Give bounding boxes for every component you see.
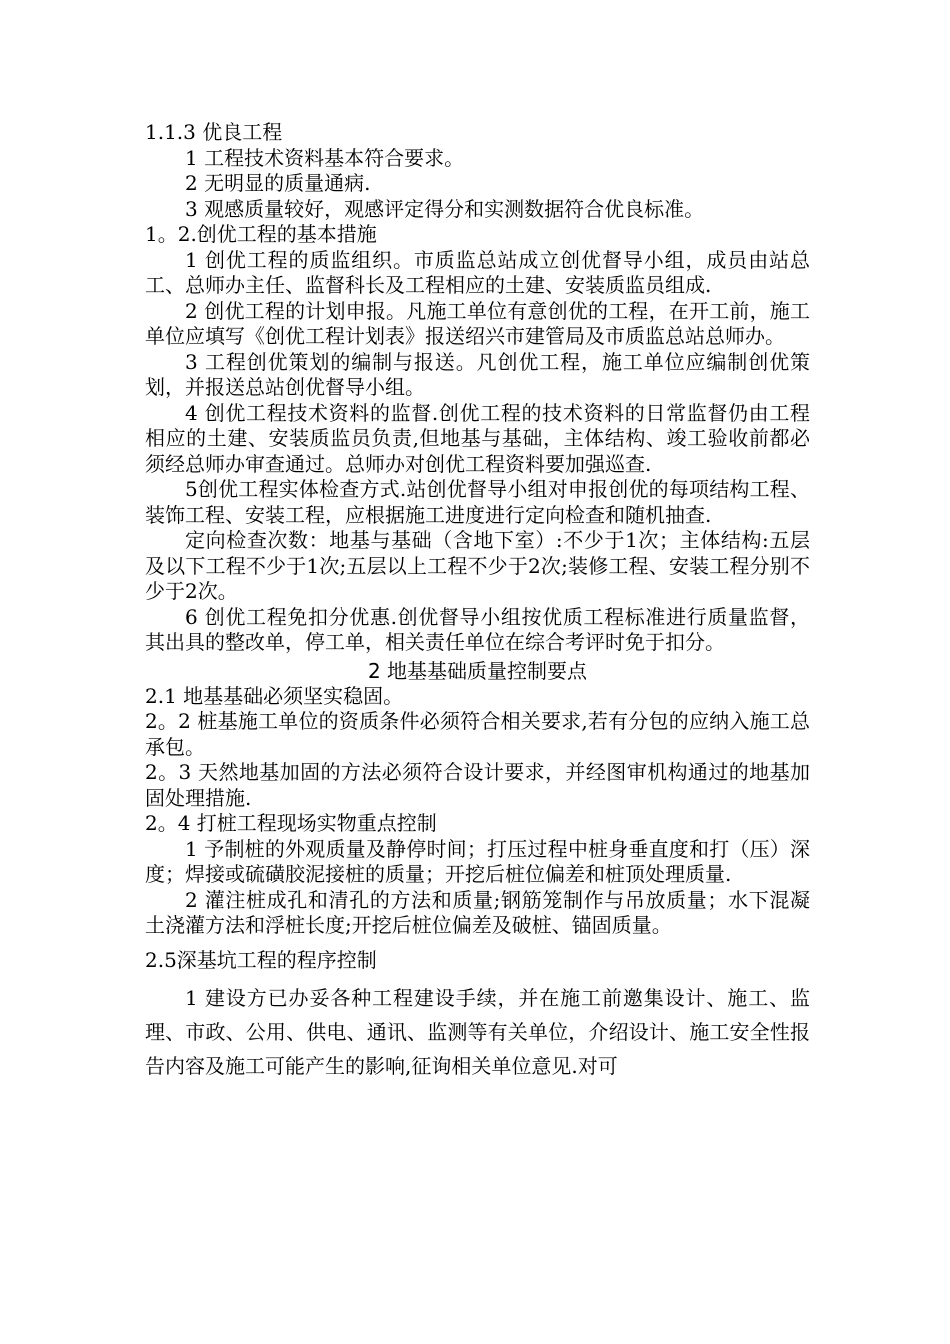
body-paragraph: 5创优工程实体检查方式.站创优督导小组对申报创优的每项结构工程、装饰工程、安装工程，应根据施工进度进行定向检查和随机抽查. bbox=[145, 477, 810, 527]
body-paragraph: 2 创优工程的计划申报。凡施工单位有意创优的工程，在开工前，施工单位应填写《创优工程计划表》报送绍兴市建管局及市质监总站总师办。 bbox=[145, 298, 810, 348]
section-heading-2-3: 2。3 天然地基加固的方法必须符合设计要求，并经图审机构通过的地基加固处理措施. bbox=[145, 760, 810, 810]
body-paragraph: 4 创优工程技术资料的监督.创优工程的技术资料的日常监督仍由工程相应的土建、安装质监员负责,但地基与基础，主体结构、竣工验收前都必须经总师办审查通过。总师办对创优工程资料要加强巡查. bbox=[145, 400, 810, 476]
document-page bbox=[145, 120, 810, 1083]
section-heading-2-1: 2.1 地基基础必须坚实稳固。 bbox=[145, 683, 404, 708]
section-heading-2-2: 2。2 桩基施工单位的资质条件必须符合相关要求,若有分包的应纳入施工总承包。 bbox=[145, 709, 810, 759]
body-paragraph: 3 工程创优策划的编制与报送。凡创优工程，施工单位应编制创优策划，并报送总站创优督导小组。 bbox=[145, 349, 810, 399]
body-paragraph: 6 创优工程免扣分优惠.创优督导小组按优质工程标准进行质量监督，其出具的整改单，停工单，相关责任单位在综合考评时免于扣分。 bbox=[145, 604, 810, 654]
section-heading-1-2: 1。2.创优工程的基本措施 bbox=[145, 222, 377, 246]
body-paragraph: 1 创优工程的质监组织。市质监总站成立创优督导小组，成员由站总工、总师办主任、监督科长及工程相应的土建、安装质监员组成. bbox=[145, 247, 810, 297]
body-paragraph: 2 灌注桩成孔和清孔的方法和质量;钢筋笼制作与吊放质量；水下混凝土浇灌方法和浮桩长度;开挖后桩位偏差及破桩、锚固质量。 bbox=[145, 887, 810, 937]
section-heading-2-4: 2。4 打桩工程现场实物重点控制 bbox=[145, 811, 437, 835]
list-item: 1 工程技术资料基本符合要求。 bbox=[185, 145, 465, 170]
list-item: 2 无明显的质量通病. bbox=[185, 171, 371, 195]
list-item: 3 观感质量较好，观感评定得分和实测数据符合优良标准。 bbox=[185, 196, 705, 221]
chapter-heading-2: 2 地基基础质量控制要点 bbox=[367, 658, 588, 683]
body-paragraph: 1 予制桩的外观质量及静停时间；打压过程中桩身垂直度和打（压）深度；焊接或硫磺胶泥接桩的质量；开挖后桩位偏差和桩顶处理质量. bbox=[145, 836, 810, 886]
body-paragraph: 1 建设方已办妥各种工程建设手续，并在施工前邀集设计、施工、监理、市政、公用、供电、通讯、监测等有关单位，介绍设计、施工安全性报告内容及施工可能产生的影响,征询相关单位意见.对可 bbox=[145, 985, 810, 1078]
body-paragraph: 定向检查次数：地基与基础（含地下室）:不少于1次；主体结构:五层及以下工程不少于1次;五层以上工程不少于2次;装修工程、安装工程分别不少于2次。 bbox=[145, 528, 810, 603]
section-heading-2-5: 2.5深基坑工程的程序控制 bbox=[145, 947, 377, 972]
section-heading-1-1-3: 1.1.3 优良工程 bbox=[145, 120, 283, 144]
